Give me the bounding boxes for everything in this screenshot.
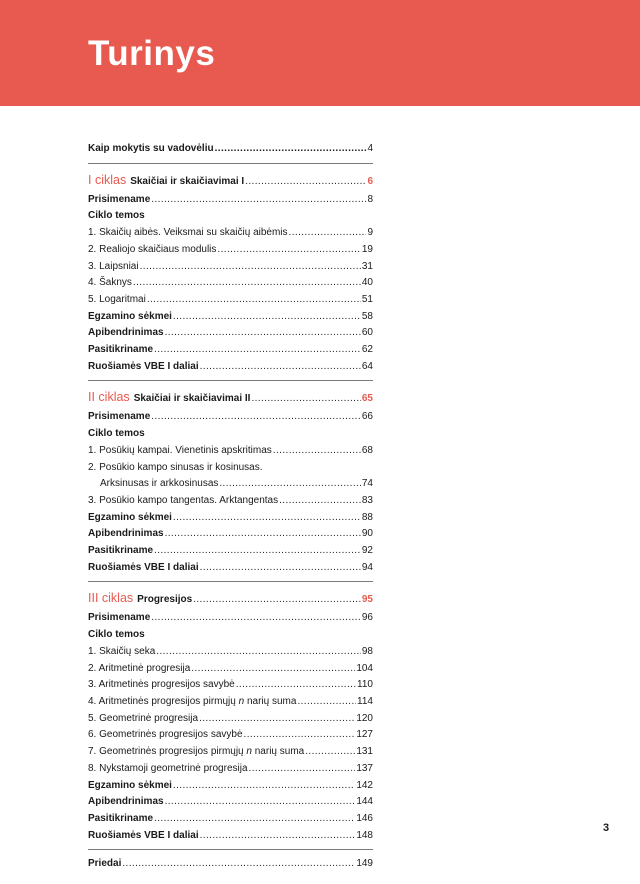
toc-topic[interactable]: 3. Laipsniai ..... 31 — [88, 259, 373, 276]
toc-cycle-2[interactable]: II ciklas Skaičiai ir skaičiavimai II ..... 65 — [88, 387, 373, 409]
toc-topic[interactable]: 1. Posūkių kampai. Vienetinis apskritimas ..... 68 — [88, 443, 373, 460]
header-banner — [0, 0, 640, 106]
topics-heading: Ciklo temos — [88, 210, 145, 222]
toc-entry-summary[interactable]: Apibendrinimas ..... 144 — [88, 794, 373, 811]
toc-topic[interactable]: 2. Aritmetinė progresija ..... 104 — [88, 661, 373, 678]
toc-topic[interactable]: 3. Posūkio kampo tangentas. Arktangentas ..... 83 — [88, 493, 373, 510]
toc-entry-vbe[interactable]: Ruošiamės VBE I daliai ..... 148 — [88, 828, 373, 845]
divider — [88, 380, 373, 381]
page-title: Turinys — [88, 34, 216, 73]
toc-entry-vbe[interactable]: Ruošiamės VBE I daliai ..... 94 — [88, 560, 373, 577]
toc-entry-summary[interactable]: Apibendrinimas ..... 90 — [88, 526, 373, 543]
toc-cycle-1[interactable]: I ciklas Skaičiai ir skaičiavimai I ..... 6 — [88, 170, 373, 192]
toc-entry-vbe[interactable]: Ruošiamės VBE I daliai ..... 64 — [88, 359, 373, 376]
topics-heading: Ciklo temos — [88, 428, 145, 440]
divider — [88, 581, 373, 582]
toc-topic-continuation[interactable]: Arksinusas ir arkkosinusas ..... 74 — [88, 476, 373, 493]
toc-entry-intro[interactable]: Kaip mokytis su vadovėliu ..... 4 — [88, 141, 373, 158]
toc-topic[interactable]: 4. Aritmetinės progresijos pirmųjų n narių suma ..... 114 — [88, 694, 373, 711]
toc-entry-exam[interactable]: Egzamino sėkmei ..... 58 — [88, 309, 373, 326]
toc-topic[interactable]: 1. Skaičių seka ..... 98 — [88, 644, 373, 661]
toc-topic[interactable]: 4. Šaknys ..... 40 — [88, 275, 373, 292]
toc-entry-recall[interactable]: Prisimename ..... 96 — [88, 610, 373, 627]
toc-topic[interactable]: 1. Skaičių aibės. Veiksmai su skaičių aibėmis ..... 9 — [88, 225, 373, 242]
toc-topic[interactable]: 8. Nykstamoji geometrinė progresija ..... 137 — [88, 761, 373, 778]
toc-topic[interactable]: 5. Geometrinė progresija ..... 120 — [88, 711, 373, 728]
divider — [88, 163, 373, 164]
toc-entry-exam[interactable]: Egzamino sėkmei ..... 88 — [88, 510, 373, 527]
toc-topic[interactable]: 5. Logaritmai ..... 51 — [88, 292, 373, 309]
table-of-contents — [88, 141, 373, 873]
toc-entry-recall[interactable]: Prisimename ..... 8 — [88, 192, 373, 209]
toc-entry-recall[interactable]: Prisimename ..... 66 — [88, 409, 373, 426]
toc-cycle-3[interactable]: III ciklas Progresijos ..... 95 — [88, 588, 373, 610]
toc-entry-appendix[interactable]: Priedai ..... 149 — [88, 856, 373, 873]
toc-topic[interactable]: 6. Geometrinės progresijos savybė ..... 127 — [88, 727, 373, 744]
toc-topic[interactable]: 7. Geometrinės progresijos pirmųjų n narių suma ..... 131 — [88, 744, 373, 761]
page-number: 3 — [603, 822, 610, 834]
toc-entry-exam[interactable]: Egzamino sėkmei ..... 142 — [88, 778, 373, 795]
toc-topic[interactable]: 2. Posūkio kampo sinusas ir kosinusas. — [88, 461, 263, 473]
toc-entry-summary[interactable]: Apibendrinimas ..... 60 — [88, 325, 373, 342]
topics-heading: Ciklo temos — [88, 629, 145, 641]
divider — [88, 849, 373, 850]
toc-entry-check[interactable]: Pasitikriname ..... 92 — [88, 543, 373, 560]
toc-topic[interactable]: 3. Aritmetinės progresijos savybė ..... 110 — [88, 677, 373, 694]
toc-topic[interactable]: 2. Realiojo skaičiaus modulis ..... 19 — [88, 242, 373, 259]
toc-entry-check[interactable]: Pasitikriname ..... 62 — [88, 342, 373, 359]
toc-entry-check[interactable]: Pasitikriname ..... 146 — [88, 811, 373, 828]
